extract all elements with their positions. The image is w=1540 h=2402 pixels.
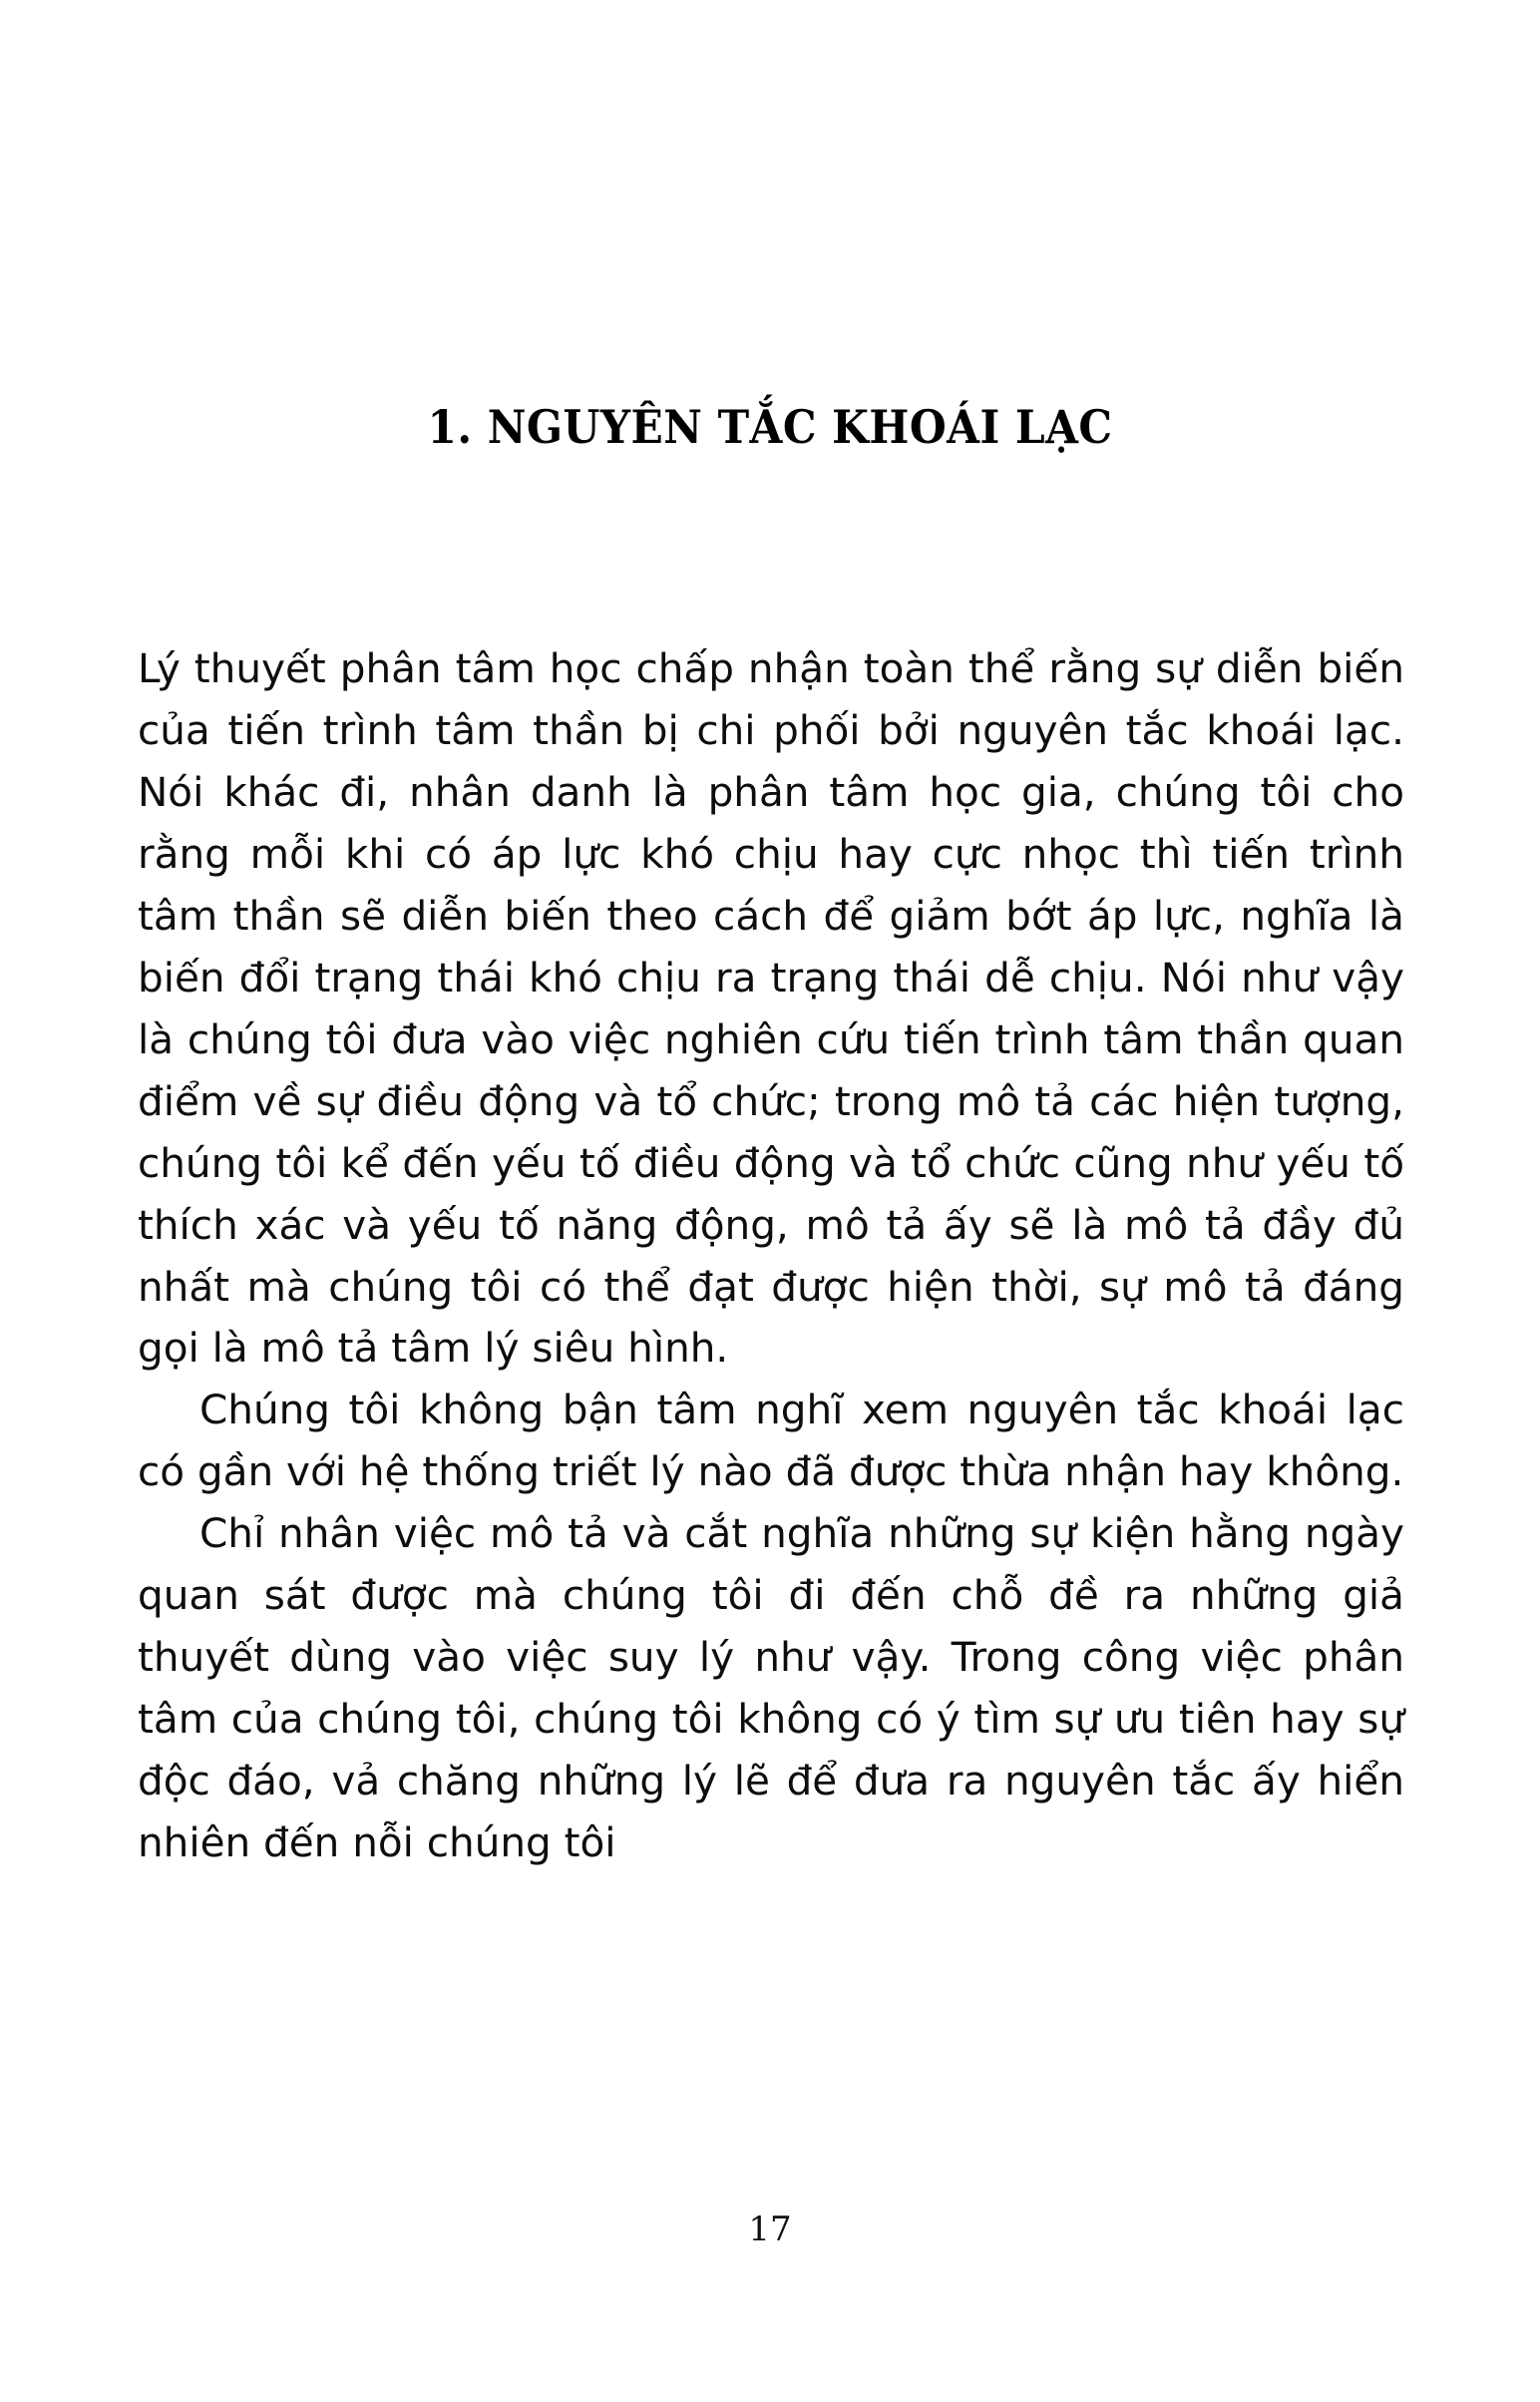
paragraph-2: Chúng tôi không bận tâm nghĩ xem nguyên tắc khoái lạc có gần với hệ thống triết lý nào đã được thừa nhận hay không. — [138, 1386, 1404, 1496]
paragraph-1: Lý thuyết phân tâm học chấp nhận toàn thể rằng sự diễn biến của tiến trình tâm thần bị chi phối bởi nguyên tắc khoái lạc. Nói khác đi, nhân danh là phân tâm học gia, chúng tôi cho rằng mỗi khi có áp lực khó chịu hay cực nhọc thì tiến trình tâm thần sẽ diễn biến theo cách để giảm bớt áp lực, nghĩa là biến đổi trạng thái khó chịu ra trạng thái dễ chịu. Nói như vậy là chúng tôi đưa vào việc nghiên cứu tiến trình tâm thần quan điểm về sự điều động và tổ chức; trong mô tả các hiện tượng, chúng tôi kể đến yếu tố điều động và tổ chức cũng như yếu tố thích xác và yếu tố năng động, mô tả ấy sẽ là mô tả đầy đủ nhất mà chúng tôi có thể đạt được hiện thời, sự mô tả đáng gọi là mô tả tâm lý siêu hình. — [138, 644, 1404, 1373]
paragraph-3: Chỉ nhân việc mô tả và cắt nghĩa những sự kiện hằng ngày quan sát được mà chúng tôi đi đến chỗ đề ra những giả thuyết dùng vào việc suy lý như vậy. Trong công việc phân tâm của chúng tôi, chúng tôi không có ý tìm sự ưu tiên hay sự độc đáo, vả chăng những lý lẽ để đưa ra nguyên tắc ấy hiển nhiên đến nỗi chúng tôi — [138, 1509, 1404, 1867]
page-number: 17 — [748, 2209, 792, 2249]
body-text — [138, 638, 1404, 1874]
page-title: 1. NGUYÊN TẮC KHOÁI LẠC — [427, 399, 1113, 454]
